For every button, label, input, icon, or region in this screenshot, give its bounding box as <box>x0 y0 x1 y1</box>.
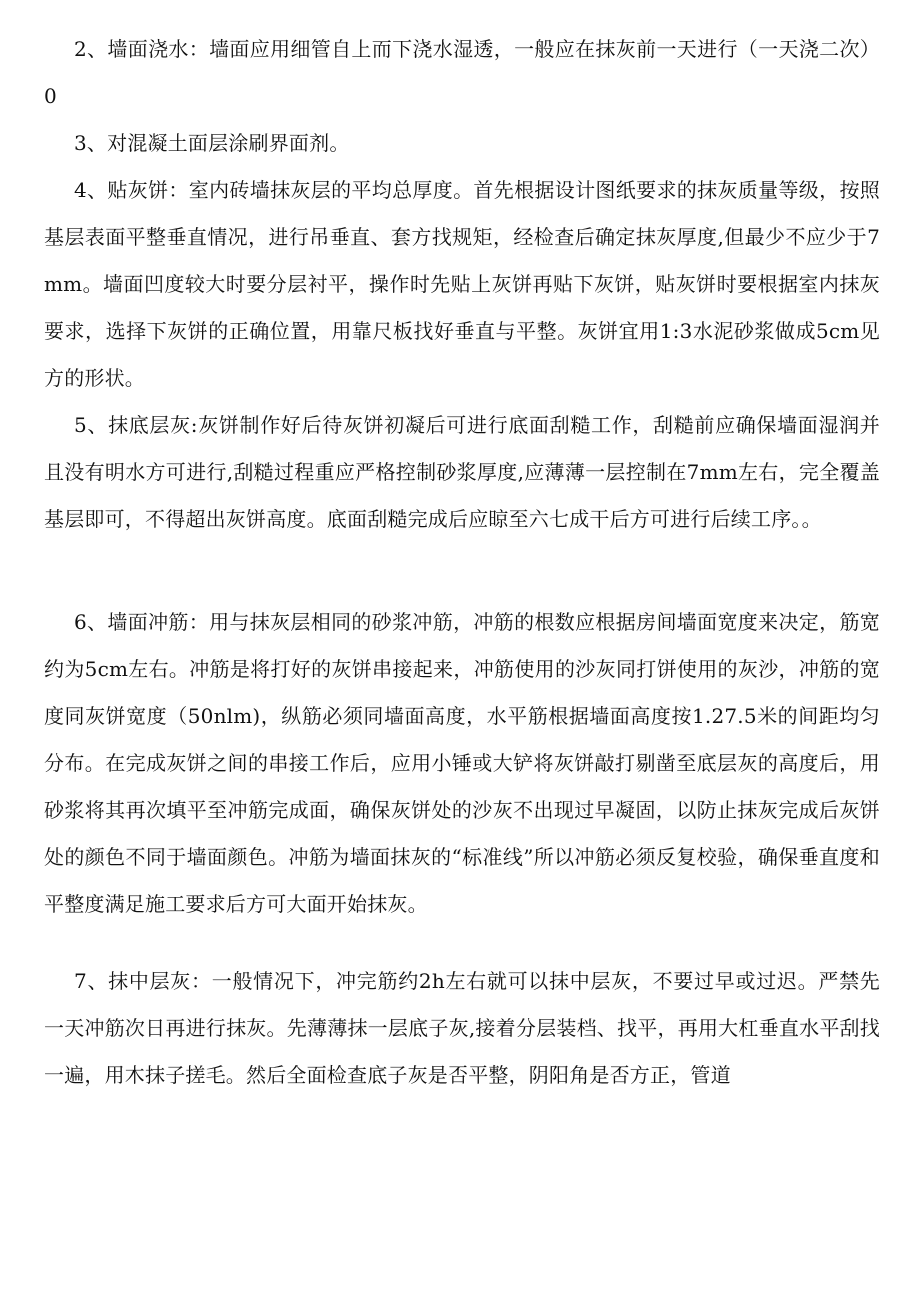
paragraph-wall-watering: 2、墙面浇水：墙面应用细管自上而下浇水湿透，一般应在抹灰前一天进行（一天浇二次）0 <box>44 37 880 108</box>
paragraph-middle-coat: 7、抹中层灰：一般情况下，冲完筋约2h左右就可以抹中层灰，不要过早或过迟。严禁先一天冲筋次日再进行抹灰。先薄薄抹一层底子灰,接着分层装档、找平，再用大杠垂直水平刮找一遍，用木抹子搓毛。然后全面检查底子灰是否平整，阴阳角是否方正，管道 <box>44 969 880 1087</box>
paragraph-base-coat: 5、抹底层灰:灰饼制作好后待灰饼初凝后可进行底面刮糙工作，刮糙前应确保墙面湿润并且没有明水方可进行,刮糙过程重应严格控制砂浆厚度,应薄薄一层控制在7mm左右，完全覆盖基层即可，不得超出灰饼高度。底面刮糙完成后应晾至六七成干后方可进行后续工序。。 <box>44 413 880 531</box>
paragraph-interface-agent: 3、对混凝土面层涂刷界面剂。 <box>74 131 350 155</box>
paragraph-screeding: 6、墙面冲筋：用与抹灰层相同的砂浆冲筋，冲筋的根数应根据房间墙面宽度来决定，筋宽约为5cm左右。冲筋是将打好的灰饼串接起来，冲筋使用的沙灰同打饼使用的灰沙，冲筋的宽度同灰饼宽度（50nlm)，纵筋必须同墙面高度，水平筋根据墙面高度按1.27.5米的间距均匀分布。在完成灰饼之间的串接工作后，应用小锤或大铲将灰饼敲打剔凿至底层灰的高度后，用砂浆将其再次填平至冲筋完成面，确保灰饼处的沙灰不出现过早凝固，以防止抹灰完成后灰饼处的颜色不同于墙面颜色。冲筋为墙面抹灰的“标准线”所以冲筋必须反复校验，确保垂直度和平整度满足施工要求后方可大面开始抹灰。 <box>44 610 880 916</box>
paragraph-ash-cakes: 4、贴灰饼：室内砖墙抹灰层的平均总厚度。首先根据设计图纸要求的抹灰质量等级，按照基层表面平整垂直情况，进行吊垂直、套方找规矩，经检查后确定抹灰厚度,但最少不应少于7mm。墙面凹度较大时要分层衬平，操作时先贴上灰饼再贴下灰饼，贴灰饼时要根据室内抹灰要求，选择下灰饼的正确位置，用靠尺板找好垂直与平整。灰饼宜用1:3水泥砂浆做成5cm见方的形状。 <box>44 178 880 390</box>
